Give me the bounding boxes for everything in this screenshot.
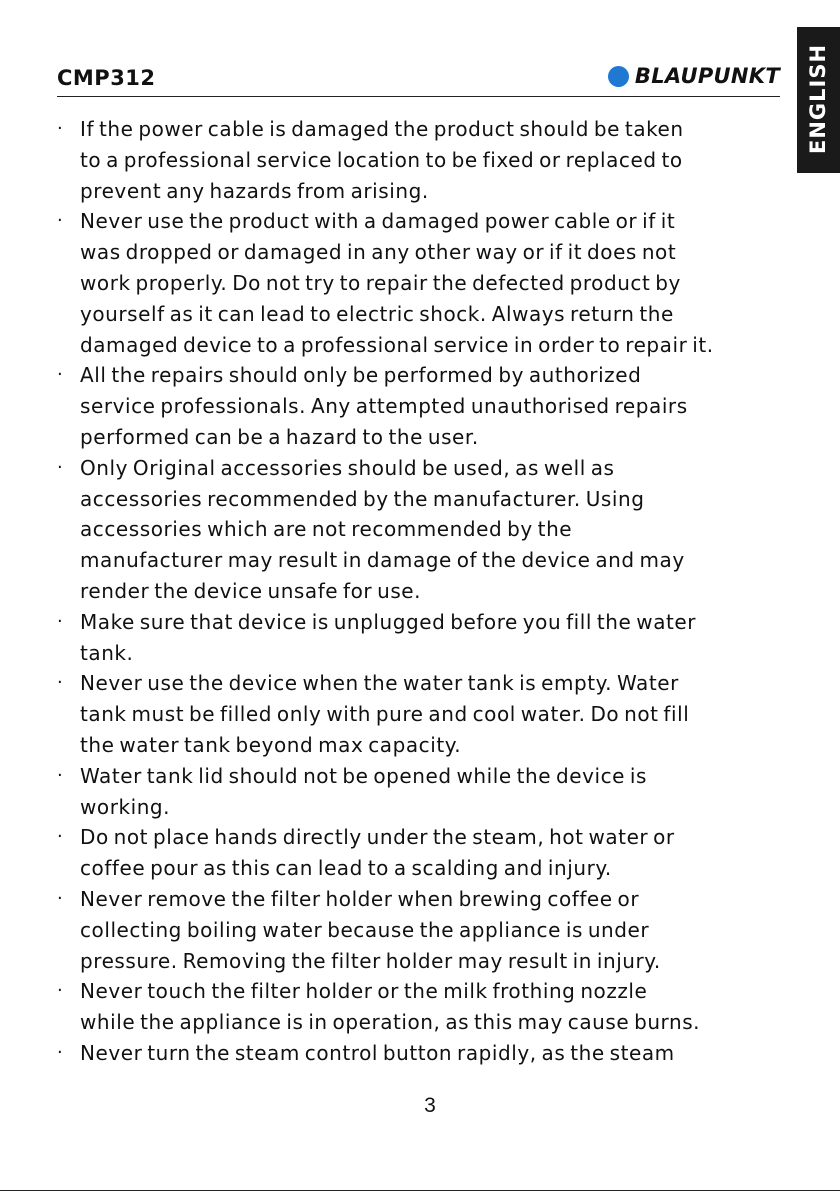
list-item: [50, 976, 785, 1038]
list-item: [50, 360, 785, 452]
bullet-icon: ·: [57, 672, 64, 694]
bullet-icon: ·: [57, 118, 64, 139]
list-item-line: accessories recommended by the manufacturer. Using: [80, 486, 645, 511]
list-item: [50, 884, 785, 976]
list-item-line: manufacturer may result in damage of the device and may: [80, 548, 685, 573]
list-item-line: Never turn the steam control button rapidly, as the steam: [80, 1040, 675, 1065]
bullet-icon: ·: [57, 826, 64, 848]
list-item-line: Never touch the filter holder or the milk frothing nozzle: [80, 979, 648, 1004]
brand-dot-icon: [608, 66, 629, 87]
bullet-icon: ·: [57, 980, 64, 1002]
language-tab-label: ENGLISH: [806, 43, 830, 155]
bullet-icon: ·: [57, 610, 64, 632]
list-item-line: Only Original accessories should be used, as well as: [80, 455, 615, 480]
list-item-line: coffee pour as this can lead to a scalding and injury.: [80, 856, 612, 881]
list-item: [50, 761, 785, 823]
list-item-line: yourself as it can lead to electric shock. Always return the: [80, 301, 674, 326]
list-item: [50, 822, 785, 884]
list-item-line: performed can be a hazard to the user.: [80, 424, 479, 449]
list-item-line: If the power cable is damaged the product should be taken: [80, 117, 684, 141]
list-item-line: to a professional service location to be fixed or replaced to: [80, 147, 683, 172]
bullet-icon: ·: [57, 210, 64, 232]
list-item-line: All the repairs should only be performed by authorized: [80, 363, 642, 388]
list-item-line: tank.: [80, 640, 134, 665]
list-item-line: Make sure that device is unplugged before you fill the water: [80, 609, 697, 634]
list-item-line: while the appliance is in operation, as this may cause burns.: [80, 1010, 701, 1035]
list-item: [50, 1038, 785, 1069]
list-item-line: Never remove the filter holder when brewing coffee or: [80, 886, 640, 911]
list-item: [50, 607, 785, 669]
bullet-icon: ·: [57, 456, 64, 478]
list-item-line: accessories which are not recommended by the: [80, 517, 573, 542]
model-number: CMP312: [57, 66, 156, 90]
list-item-line: prevent any hazards from arising.: [80, 178, 429, 203]
list-item-line: damaged device to a professional service in order to repair it.: [80, 332, 714, 357]
page-header: [57, 60, 780, 97]
brand-logo: [608, 64, 780, 88]
list-item-line: tank must be filled only with pure and cool water. Do not fill: [80, 702, 690, 727]
bottom-rule: [0, 1190, 840, 1191]
list-item: [50, 114, 785, 206]
list-item-line: the water tank beyond max capacity.: [80, 732, 462, 757]
list-item-line: was dropped or damaged in any other way or if it does not: [80, 240, 677, 265]
list-item-line: working.: [80, 794, 171, 819]
list-item-line: service professionals. Any attempted unauthorised repairs: [80, 394, 688, 419]
list-item-line: render the device unsafe for use.: [80, 578, 422, 603]
bullet-icon: ·: [57, 364, 64, 386]
list-item: [50, 206, 785, 360]
bullet-icon: ·: [57, 1041, 64, 1063]
list-item-line: Do not place hands directly under the steam, hot water or: [80, 825, 675, 850]
list-item-line: Never use the product with a damaged power cable or if it: [80, 209, 676, 234]
list-item-line: work properly. Do not try to repair the defected product by: [80, 270, 681, 295]
list-item: [50, 668, 785, 760]
brand-name: BLAUPUNKT: [634, 64, 780, 88]
list-item-line: Water tank lid should not be opened while the device is: [80, 763, 647, 788]
list-item-line: Never use the device when the water tank is empty. Water: [80, 671, 679, 696]
language-tab: [797, 27, 840, 173]
bullet-icon: ·: [57, 887, 64, 909]
bullet-icon: ·: [57, 764, 64, 786]
page-number: 3: [424, 1094, 436, 1117]
list-item-line: collecting boiling water because the appliance is under: [80, 917, 650, 942]
list-item: [50, 453, 785, 607]
list-item-line: pressure. Removing the filter holder may result in injury.: [80, 948, 661, 973]
safety-instructions-list: [50, 114, 785, 1069]
